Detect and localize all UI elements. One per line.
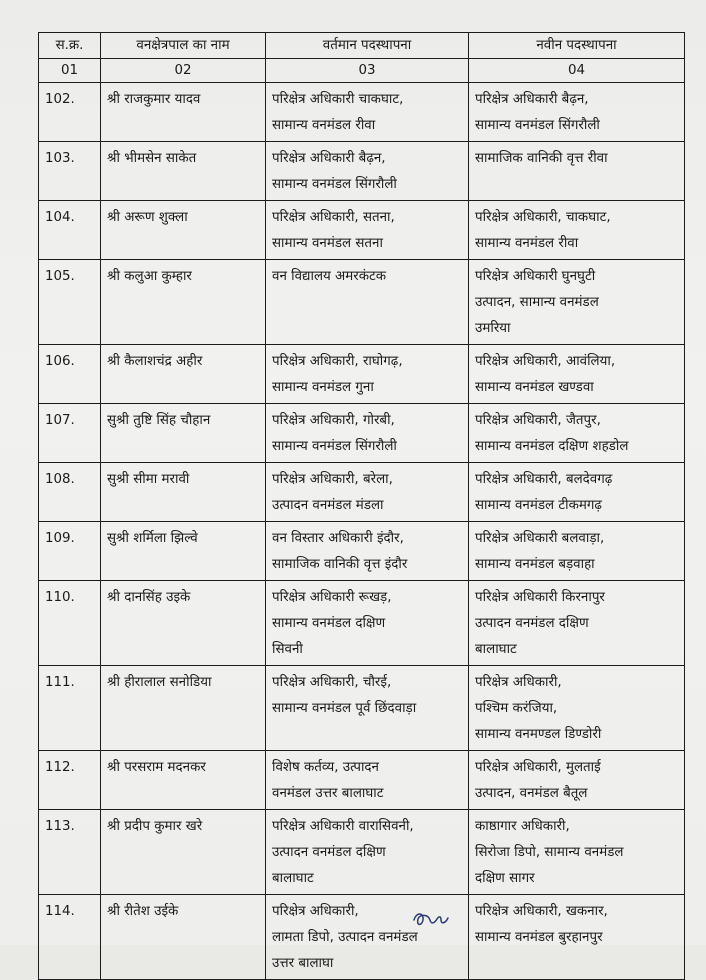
new-posting-line: परिक्षेत्र अधिकारी, चाकघाट, [475,210,611,225]
table-row [39,463,685,522]
header-serial: स.क्र. [39,33,101,59]
header-new-posting: नवीन पदस्थापना [469,33,685,59]
current-posting-line: परिक्षेत्र अधिकारी वारासिवनी, [272,819,414,834]
table-row [39,345,685,404]
current-posting-line: परिक्षेत्र अधिकारी बैढ़न, [272,151,386,166]
new-posting-line: पश्चिम करंजिया, [475,701,558,716]
column-number: 02 [101,59,266,83]
serial-number: 112. [39,751,101,810]
column-number: 04 [469,59,685,83]
serial-number: 110. [39,581,101,666]
current-posting-line: उत्पादन वनमंडल मंडला [272,498,384,513]
header-row [39,33,685,59]
current-posting [266,751,469,810]
officer-name: श्री कैलाशचंद्र अहीर [101,345,266,404]
current-posting [266,260,469,345]
current-posting-line: वन विद्यालय अमरकंटक [272,269,387,284]
current-posting-line: परिक्षेत्र अधिकारी रूखड़, [272,590,392,605]
new-posting-line: परिक्षेत्र अधिकारी, [475,675,562,690]
new-posting-line: सामान्य वनमंडल दक्षिण शहडोल [475,439,629,454]
header-name: वनक्षेत्रपाल का नाम [101,33,266,59]
table-row [39,142,685,201]
new-posting [469,895,685,980]
table-row [39,751,685,810]
table-row [39,581,685,666]
new-posting-line: सामान्य वनमंडल बुरहानपुर [475,930,603,945]
current-posting-line: परिक्षेत्र अधिकारी, राघोगढ़, [272,354,403,369]
table-row [39,201,685,260]
new-posting [469,83,685,142]
new-posting-line: सामान्य वनमंडल खण्डवा [475,380,594,395]
officer-name: श्री भीमसेन साकेत [101,142,266,201]
officer-name: सुश्री तुष्टि सिंह चौहान [101,404,266,463]
new-posting-line: परिक्षेत्र अधिकारी घुनघुटी [475,269,596,284]
current-posting [266,522,469,581]
new-posting-line: बालाघाट [475,642,517,657]
new-posting-line: परिक्षेत्र अधिकारी बैढ़न, [475,92,589,107]
current-posting [266,345,469,404]
current-posting [266,83,469,142]
new-posting-line: परिक्षेत्र अधिकारी, मुलताई [475,760,601,775]
current-posting [266,404,469,463]
new-posting-line: परिक्षेत्र अधिकारी बलवाड़ा, [475,531,605,546]
transfer-table [38,32,685,980]
new-posting-line: दक्षिण सागर [475,871,535,886]
new-posting-line: उत्पादन, वनमंडल बैतूल [475,786,588,801]
officer-name: श्री हीरालाल सनोडिया [101,666,266,751]
current-posting [266,142,469,201]
serial-number: 103. [39,142,101,201]
table-row [39,666,685,751]
new-posting-line: सामान्य वनमंडल बड़वाहा [475,557,595,572]
table-row [39,522,685,581]
serial-number: 113. [39,810,101,895]
current-posting-line: सामान्य वनमंडल सिंगरौली [272,177,397,192]
officer-name: श्री अरूण शुक्ला [101,201,266,260]
current-posting-line: परिक्षेत्र अधिकारी, चौरई, [272,675,392,690]
current-posting-line: सामान्य वनमंडल दक्षिण [272,616,386,631]
new-posting [469,522,685,581]
current-posting-line: परिक्षेत्र अधिकारी, सतना, [272,210,395,225]
new-posting-line: सामान्य वनमण्डल डिण्डोरी [475,727,602,742]
table-row [39,260,685,345]
officer-name: श्री रीतेश उईके [101,895,266,980]
new-posting [469,142,685,201]
current-posting [266,463,469,522]
new-posting-line: उत्पादन वनमंडल दक्षिण [475,616,589,631]
current-posting-line: परिक्षेत्र अधिकारी, गोरबी, [272,413,395,428]
table-row [39,404,685,463]
table-row [39,895,685,980]
new-posting-line: सिरोजा डिपो, सामान्य वनमंडल [475,845,624,860]
current-posting-line: परिक्षेत्र अधिकारी, बरेला, [272,472,393,487]
serial-number: 107. [39,404,101,463]
current-posting-line: सामान्य वनमंडल रीवा [272,118,376,133]
new-posting [469,463,685,522]
current-posting-line: वन विस्तार अधिकारी इंदौर, [272,531,404,546]
new-posting-line: परिक्षेत्र अधिकारी, जैतपुर, [475,413,601,428]
current-posting-line: सामान्य वनमंडल सतना [272,236,383,251]
serial-number: 104. [39,201,101,260]
new-posting-line: सामान्य वनमंडल टीकमगढ़ [475,498,602,513]
current-posting [266,810,469,895]
serial-number: 111. [39,666,101,751]
current-posting-line: सामान्य वनमंडल सिंगरौली [272,439,397,454]
current-posting-line: उत्तर बालाघा [272,956,334,971]
current-posting-line: लामता डिपो, उत्पादन वनमंडल [272,930,418,945]
current-posting-line: सामान्य वनमंडल पूर्व छिंदवाड़ा [272,701,417,716]
new-posting [469,201,685,260]
new-posting [469,345,685,404]
current-posting-line: सामान्य वनमंडल गुना [272,380,374,395]
current-posting [266,581,469,666]
table-body [39,83,685,980]
new-posting [469,751,685,810]
initials-signature [410,906,454,932]
new-posting-line: उत्पादन, सामान्य वनमंडल [475,295,599,310]
new-posting-line: परिक्षेत्र अधिकारी, खकनार, [475,904,608,919]
current-posting-line: विशेष कर्तव्य, उत्पादन [272,760,379,775]
table-row [39,83,685,142]
new-posting-line: परिक्षेत्र अधिकारी किरनापुर [475,590,605,605]
new-posting-line: काष्ठागार अधिकारी, [475,819,570,834]
officer-name: सुश्री सीमा मरावी [101,463,266,522]
new-posting-line: सामाजिक वानिकी वृत्त रीवा [475,151,608,166]
new-posting-line: परिक्षेत्र अधिकारी, बलदेवगढ़ [475,472,613,487]
current-posting-line: परिक्षेत्र अधिकारी, [272,904,359,919]
table-row [39,810,685,895]
officer-name: श्री प्रदीप कुमार खरे [101,810,266,895]
serial-number: 105. [39,260,101,345]
column-number: 03 [266,59,469,83]
new-posting [469,666,685,751]
officer-name: श्री कलुआ कुम्हार [101,260,266,345]
new-posting [469,404,685,463]
officer-name: श्री परसराम मदनकर [101,751,266,810]
serial-number: 106. [39,345,101,404]
current-posting-line: सामाजिक वानिकी वृत्त इंदौर [272,557,408,572]
officer-name: सुश्री शर्मिला झिल्वे [101,522,266,581]
new-posting [469,260,685,345]
officer-name: श्री राजकुमार यादव [101,83,266,142]
column-number: 01 [39,59,101,83]
current-posting-line: सिवनी [272,642,303,657]
new-posting-line: सामान्य वनमंडल सिंगरौली [475,118,600,133]
current-posting [266,666,469,751]
serial-number: 108. [39,463,101,522]
header-current-posting: वर्तमान पदस्थापना [266,33,469,59]
new-posting-line: सामान्य वनमंडल रीवा [475,236,579,251]
column-number-row [39,59,685,83]
current-posting-line: उत्पादन वनमंडल दक्षिण [272,845,386,860]
current-posting [266,201,469,260]
current-posting-line: वनमंडल उत्तर बालाघाट [272,786,384,801]
new-posting-line: उमरिया [475,321,511,336]
officer-name: श्री दानसिंह उइके [101,581,266,666]
new-posting [469,581,685,666]
serial-number: 102. [39,83,101,142]
serial-number: 114. [39,895,101,980]
new-posting [469,810,685,895]
serial-number: 109. [39,522,101,581]
current-posting-line: बालाघाट [272,871,314,886]
new-posting-line: परिक्षेत्र अधिकारी, आवंलिया, [475,354,616,369]
current-posting-line: परिक्षेत्र अधिकारी चाकघाट, [272,92,404,107]
